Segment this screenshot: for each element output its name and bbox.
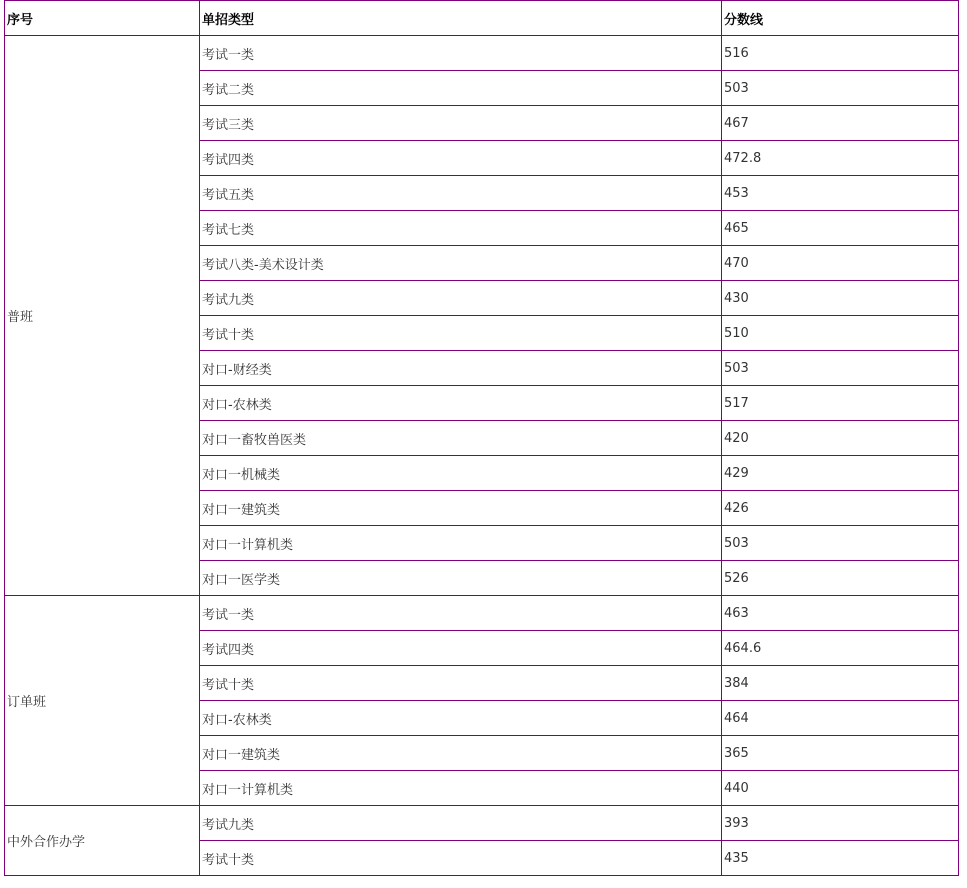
table-row bbox=[5, 36, 959, 71]
table-body bbox=[5, 36, 959, 876]
type-cell: 对口一计算机类 bbox=[200, 526, 722, 561]
type-cell: 考试十类 bbox=[200, 841, 722, 876]
score-cell: 464 bbox=[722, 701, 959, 736]
score-cell: 516 bbox=[722, 36, 959, 71]
type-cell: 考试九类 bbox=[200, 281, 722, 316]
type-cell: 考试十类 bbox=[200, 316, 722, 351]
type-cell: 对口一畜牧兽医类 bbox=[200, 421, 722, 456]
score-cell: 384 bbox=[722, 666, 959, 701]
score-cell: 510 bbox=[722, 316, 959, 351]
score-cell: 463 bbox=[722, 596, 959, 631]
type-cell: 对口一医学类 bbox=[200, 561, 722, 596]
group-name-cell: 订单班 bbox=[5, 596, 200, 806]
type-cell: 考试二类 bbox=[200, 71, 722, 106]
type-cell: 考试四类 bbox=[200, 141, 722, 176]
score-cell: 440 bbox=[722, 771, 959, 806]
score-cell: 467 bbox=[722, 106, 959, 141]
score-cell: 470 bbox=[722, 246, 959, 281]
score-cell: 503 bbox=[722, 351, 959, 386]
group-name-cell: 普班 bbox=[5, 36, 200, 596]
score-cell: 420 bbox=[722, 421, 959, 456]
score-table bbox=[4, 0, 959, 876]
score-cell: 393 bbox=[722, 806, 959, 841]
score-cell: 464.6 bbox=[722, 631, 959, 666]
score-cell: 426 bbox=[722, 491, 959, 526]
header-row bbox=[5, 1, 959, 36]
type-cell: 考试三类 bbox=[200, 106, 722, 141]
type-cell: 考试九类 bbox=[200, 806, 722, 841]
score-cell: 465 bbox=[722, 211, 959, 246]
score-cell: 472.8 bbox=[722, 141, 959, 176]
score-cell: 503 bbox=[722, 526, 959, 561]
type-cell: 考试五类 bbox=[200, 176, 722, 211]
type-cell: 考试七类 bbox=[200, 211, 722, 246]
table-row bbox=[5, 596, 959, 631]
type-cell: 对口-财经类 bbox=[200, 351, 722, 386]
score-cell: 517 bbox=[722, 386, 959, 421]
type-cell: 对口一计算机类 bbox=[200, 771, 722, 806]
type-cell: 对口一建筑类 bbox=[200, 736, 722, 771]
type-cell: 考试八类-美术设计类 bbox=[200, 246, 722, 281]
score-cell: 365 bbox=[722, 736, 959, 771]
type-cell: 对口一建筑类 bbox=[200, 491, 722, 526]
type-cell: 对口-农林类 bbox=[200, 701, 722, 736]
score-cell: 526 bbox=[722, 561, 959, 596]
header-type: 单招类型 bbox=[200, 1, 722, 36]
type-cell: 考试一类 bbox=[200, 36, 722, 71]
score-cell: 429 bbox=[722, 456, 959, 491]
score-cell: 503 bbox=[722, 71, 959, 106]
score-cell: 430 bbox=[722, 281, 959, 316]
score-cell: 435 bbox=[722, 841, 959, 876]
group-name-cell: 中外合作办学 bbox=[5, 806, 200, 876]
header-score: 分数线 bbox=[722, 1, 959, 36]
table-row bbox=[5, 806, 959, 841]
type-cell: 考试十类 bbox=[200, 666, 722, 701]
type-cell: 考试四类 bbox=[200, 631, 722, 666]
header-index: 序号 bbox=[5, 1, 200, 36]
type-cell: 对口一机械类 bbox=[200, 456, 722, 491]
type-cell: 对口-农林类 bbox=[200, 386, 722, 421]
score-cell: 453 bbox=[722, 176, 959, 211]
type-cell: 考试一类 bbox=[200, 596, 722, 631]
